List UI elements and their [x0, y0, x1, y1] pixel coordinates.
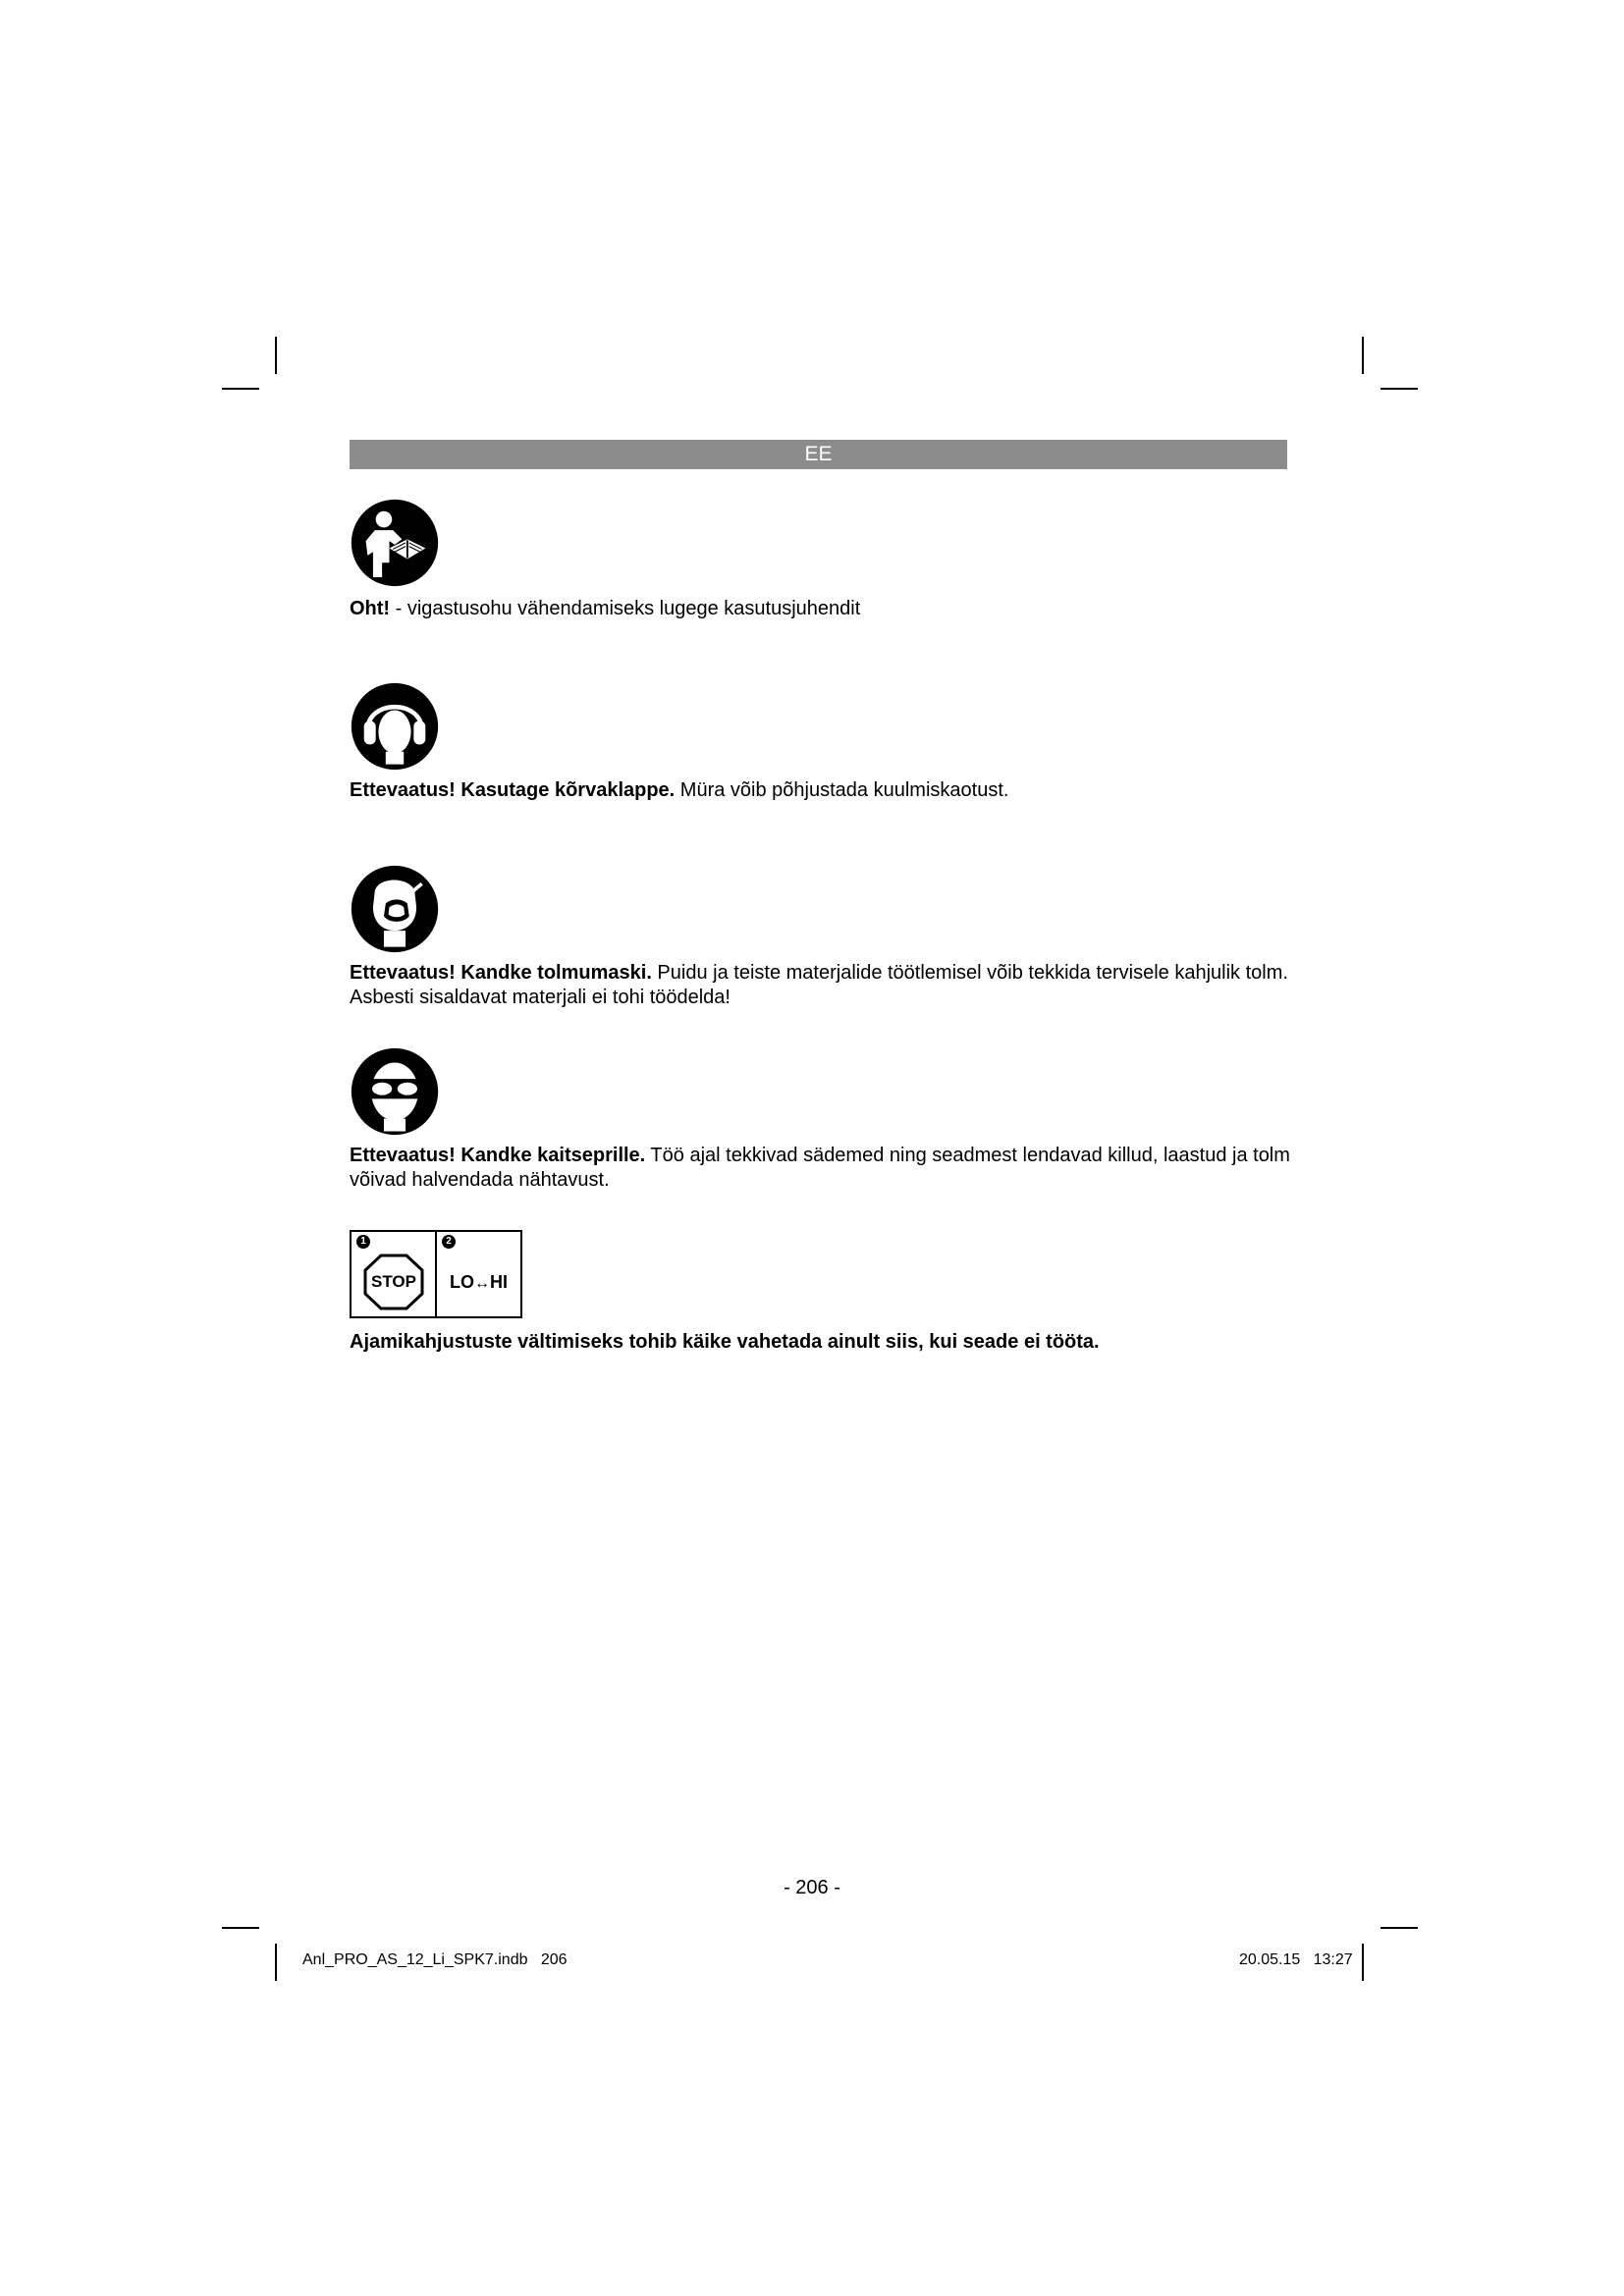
- gear-change-notice: Ajamikahjustuste vältimiseks tohib käike vahetada ainult siis, kui seade ei tööta.: [350, 1331, 1100, 1353]
- warning-text: Töö ajal tekkivad sädemed ning seadmest lendavad killud, laastud ja tolm võivad halvendada nähtavust.: [350, 1145, 1290, 1191]
- ear-protection-icon: [350, 681, 440, 772]
- footer-file-name: Anl_PRO_AS_12_Li_SPK7.indb 206: [302, 1951, 568, 1968]
- warning-heading: Ettevaatus! Kandke kaitseprille.: [350, 1145, 646, 1166]
- crop-mark: [1380, 388, 1418, 390]
- crop-mark: [275, 337, 277, 374]
- lo-hi-cell: [435, 1232, 520, 1316]
- crop-mark: [222, 1927, 259, 1929]
- warning-text: Müra võib põhjustada kuulmiskaotust.: [675, 779, 1009, 801]
- number-badge: 1: [356, 1235, 370, 1249]
- warning-ear-protection: [350, 778, 1292, 803]
- read-manual-icon: [350, 498, 440, 588]
- warning-read-manual: [350, 597, 1292, 621]
- double-arrow-icon: ↔: [474, 1275, 490, 1292]
- gear-change-symbol: [350, 1230, 522, 1318]
- warning-heading: Ettevaatus! Kasutage kõrvaklappe.: [350, 779, 676, 801]
- safety-goggles-icon: [350, 1046, 440, 1137]
- hi-label: HI: [490, 1272, 508, 1292]
- stop-cell: [352, 1232, 435, 1316]
- lo-hi-switch: [437, 1271, 520, 1295]
- footer-timestamp: 20.05.15 13:27: [1239, 1951, 1353, 1968]
- language-header: EE: [350, 440, 1287, 469]
- lo-label: LO: [450, 1272, 474, 1292]
- warning-text: - vigastusohu vähendamiseks lugege kasutusjuhendit: [390, 598, 861, 619]
- stop-label: STOP: [371, 1272, 416, 1291]
- warning-safety-goggles: [350, 1144, 1292, 1193]
- page-number: - 206 -: [784, 1877, 840, 1898]
- warning-heading: Ettevaatus! Kandke tolmumaski.: [350, 962, 652, 984]
- warning-text: Puidu ja teiste materjalide töötlemisel võib tekkida tervisele kahjulik tolm. Asbesti sisaldavat materjali ei tohi töödelda!: [350, 962, 1288, 1008]
- crop-mark: [1380, 1927, 1418, 1929]
- crop-mark: [1362, 1944, 1364, 1981]
- crop-mark: [275, 1944, 277, 1981]
- dust-mask-icon: [350, 864, 440, 954]
- number-badge: 2: [442, 1235, 456, 1249]
- crop-mark: [1362, 337, 1364, 374]
- crop-mark: [222, 388, 259, 390]
- warning-dust-mask: [350, 961, 1292, 1010]
- warning-heading: Oht!: [350, 598, 391, 619]
